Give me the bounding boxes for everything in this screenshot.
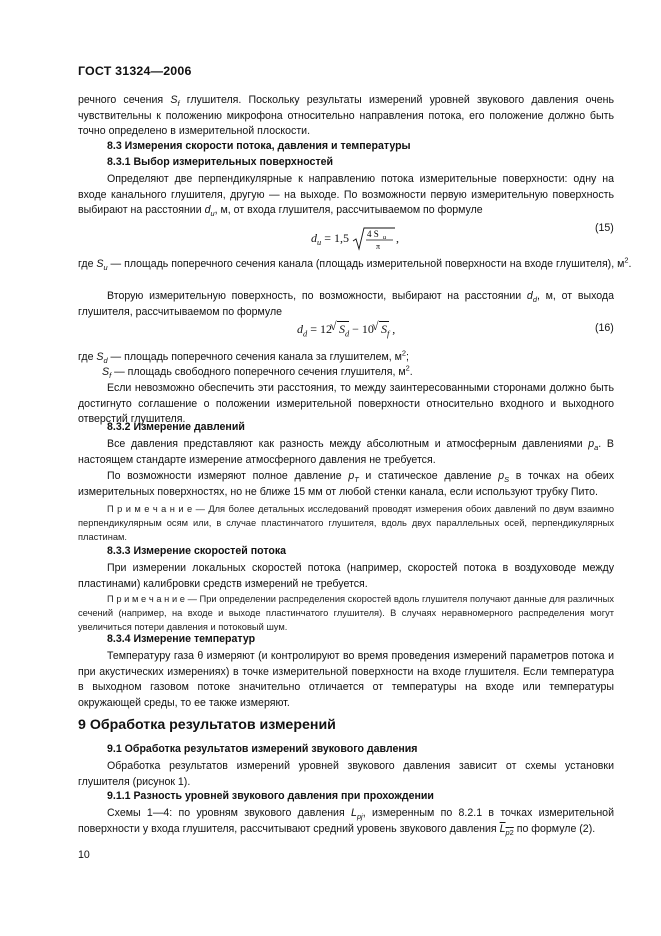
paragraph-8-3-2a: Все давления представляют как разность между абсолютным и атмосферным давлениями $p_a$. В настоящем стандарте измерение атмосферного давления не требуется. — [78, 438, 614, 466]
where-16b: $S_f$ — площадь свободного поперечного сечения глушителя, $м^2$. — [102, 363, 413, 381]
paragraph-8-3-3: При измерении локальных скоростей потока (например, скоростей потока в воздуховоде между пластинами) калибровки средств измерений не требуется. — [78, 562, 614, 590]
paragraph-8-3-2b: По возможности измеряют полное давление $p_T$ и статическое давление $p_S$ в точках на обеих измерительных поверхностях, но не ближе 15 мм от любой стенки канала, если используют трубку Пито. — [78, 470, 614, 498]
section-9-heading: 9 Обработка результатов измерений — [78, 717, 336, 733]
where-16a: где $S_d$ — площадь поперечного сечения канала за глушителем, $м^2$; — [78, 348, 409, 366]
svg-text:u: u — [382, 234, 387, 241]
where-15: где $S_u$ — площадь поперечного сечения канала (площадь измерительной поверхности на входе глушителя), $м^2$. — [78, 255, 632, 273]
section-9-1-heading: 9.1 Обработка результатов измерений звукового давления — [107, 743, 418, 755]
paragraph-9-1-1: Схемы 1—4: по уровням звукового давления $L_{pj}$, измеренным по 8.2.1 в точках измерительной поверхности у входа глушителя, рассчитывают средний уровень звукового давления $L_{p2}$ по формуле (2). — [78, 807, 614, 837]
paragraph-9-1: Обработка результатов измерений уровней звукового давления зависит от схемы установки глушителя (рисунок 1). — [78, 760, 614, 788]
section-8-3-heading: 8.3 Измерения скорости потока, давления и температуры — [107, 140, 411, 152]
paragraph-8-3-1: Определяют две перпендикулярные к направлению потока измерительные поверхности: одну на входе канального глушителя, другую — на выходе. По возможности первую измерительную поверхность выбирают на расстоянии $d_u$, м, от входа глушителя, рассчитываемом по формуле — [78, 173, 614, 219]
equation-number-16: (16) — [595, 322, 614, 334]
paragraph-agreement: Если невозможно обеспечить эти расстояния, то между заинтересованными сторонами должно быть достигнуто соглашение о положении измерительной поверхности относительно входного и выходного отверстий глушителя. — [78, 382, 614, 426]
section-9-1-1-heading: 9.1.1 Разность уровней звукового давления при прохождении — [107, 790, 434, 802]
equation-number-15: (15) — [595, 222, 614, 234]
document-id: ГОСТ 31324—2006 — [78, 64, 192, 78]
note-pressure: П р и м е ч а н и е — Для более детальных исследований проводят измерения обоих давлений по двум взаимно перпендикулярным осям или, в случае пластинчатого глушителя, вдоль двух параллельных осей, перпендикулярных пластинам. — [78, 504, 614, 543]
sqrt-icon — [352, 226, 396, 252]
section-8-3-4-heading: 8.3.4 Измерение температур — [107, 633, 256, 645]
paragraph-8-3-4: Температуру газа θ измеряют (и контролируют во время проведения измерений параметров потока и при акустических измерениях) в точке измерительной поверхности на входе глушителя. Если температура в выходном газовом потоке значительно отличается от температуры на входе или температуры окружающей среды, то ее также измеряют. — [78, 650, 614, 709]
section-8-3-2-heading: 8.3.2 Измерение давлений — [107, 421, 245, 433]
section-8-3-1-heading: 8.3.1 Выбор измерительных поверхностей — [107, 156, 334, 168]
svg-text:π: π — [375, 242, 381, 251]
formula-16: $d_d = 12$ √ $S_d - 10$ √ $S_f$ , — [297, 319, 396, 339]
note-velocity: П р и м е ч а н и е — При определении распределения скоростей вдоль глушителя получают данные для различных сечений (например, на входе и выходе пластинчатого глушителя). В случаях неравномерного распределения могут увеличиться потери давления и потоковый шум. — [78, 594, 614, 633]
paragraph-second-surface: Вторую измерительную поверхность, по возможности, выбирают на расстоянии $d_d$, м, от выхода глушителя, рассчитываемом по формуле — [78, 290, 614, 318]
page-number: 10 — [78, 849, 90, 861]
svg-text:4 S: 4 S — [366, 229, 379, 239]
section-8-3-3-heading: 8.3.3 Измерение скоростей потока — [107, 545, 287, 557]
formula-15: $d_u = 1,5$ 4 S u π , — [311, 226, 399, 252]
intro-paragraph: речного сечения $S_f$ глушителя. Поскольку результаты измерений уровней звукового давления очень чувствительны к положению микрофона относительно направления потока, его положение должно быть точно определено в измерительной плоскости. — [78, 94, 614, 138]
